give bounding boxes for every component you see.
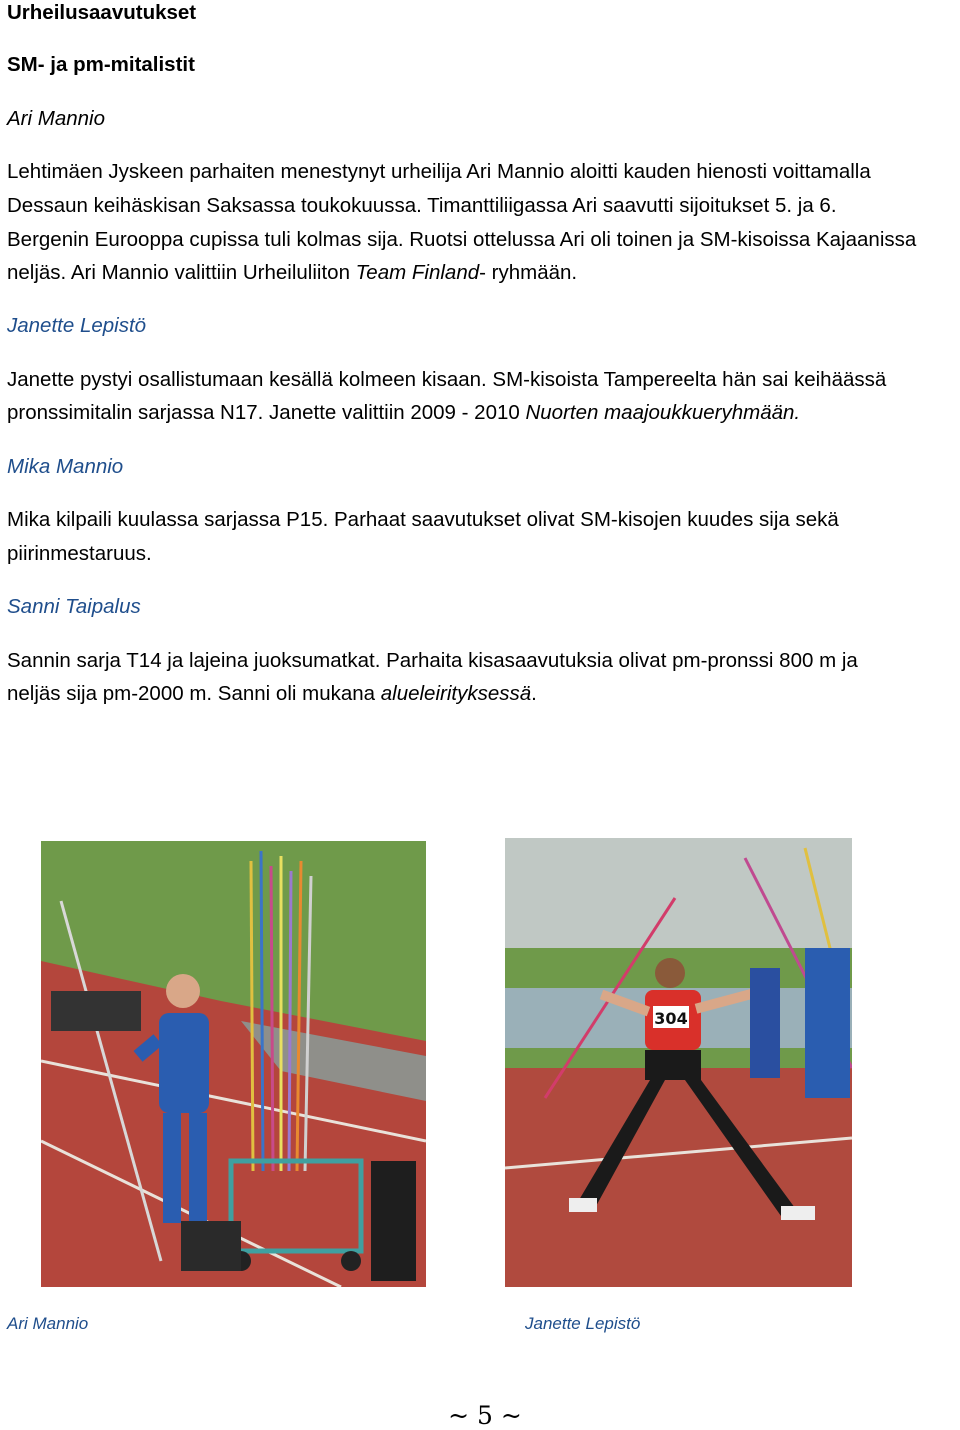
section-heading-mika: Mika Mannio — [7, 455, 124, 478]
paragraph-line: Lehtimäen Jyskeen parhaiten menestynyt urheilija Ari Mannio aloitti kauden hienosti voittamalla — [7, 160, 871, 183]
paragraph-line: Sannin sarja T14 ja lajeina juoksumatkat. Parhaita kisasaavutuksia olivat pm-pronssi 800 m ja — [7, 649, 858, 672]
paragraph-line — [7, 260, 577, 286]
paragraph-line — [7, 681, 537, 707]
page-subtitle: SM- ja pm-mitalistit — [7, 53, 195, 76]
photo-caption-ari: Ari Mannio — [7, 1314, 89, 1333]
page-title: Urheilusaavutukset — [7, 1, 197, 24]
emphasis-run: alueleirityksessä — [380, 682, 532, 705]
emphasis-run: Team Finland — [355, 261, 480, 284]
track-surface — [505, 1068, 852, 1287]
text-run: - ryhmään. — [479, 261, 578, 284]
spectator-figure — [750, 968, 780, 1078]
section-heading-sanni: Sanni Taipalus — [7, 595, 141, 618]
photo-ari-mannio — [41, 841, 426, 1287]
paragraph-line: Dessaun keihäskisan Saksassa toukokuussa. Timanttiliigassa Ari saavutti sijoitukset 5. ja 6. — [7, 194, 837, 217]
equipment-box — [181, 1221, 241, 1271]
person-figure — [371, 1161, 416, 1281]
text-run: pronssimitalin sarjassa N17. Janette valittiin 2009 - 2010 — [7, 401, 526, 424]
photo-caption-janette: Janette Lepistö — [525, 1314, 641, 1333]
photo-janette-illustration — [505, 838, 852, 1287]
text-run: neljäs sija pm-2000 m. Sanni oli mukana — [7, 682, 381, 705]
text-run: neljäs. Ari Mannio valittiin Urheiluliiton — [7, 261, 356, 284]
section-heading-ari: Ari Mannio — [7, 107, 105, 130]
paragraph-line: piirinmestaruus. — [7, 542, 152, 565]
section-heading-janette: Janette Lepistö — [7, 314, 147, 337]
text-run: . — [531, 682, 537, 705]
paragraph-line — [7, 400, 800, 426]
paragraph-line: Mika kilpaili kuulassa sarjassa P15. Parhaat saavutukset olivat SM-kisojen kuudes sija sekä — [7, 508, 839, 531]
page-number: ~ 5 ~ — [448, 1401, 522, 1430]
photographer-figure — [51, 991, 141, 1031]
paragraph-line: Bergenin Eurooppa cupissa tuli kolmas sija. Ruotsi ottelussa Ari oli toinen ja SM-kisoissa Kajaanissa — [7, 228, 917, 251]
bib-number: 304 — [654, 1009, 688, 1028]
photo-ari-illustration — [41, 841, 426, 1287]
photo-janette-lepisto — [505, 838, 852, 1287]
official-figure — [805, 948, 850, 1098]
emphasis-run: Nuorten maajoukkueryhmään. — [525, 401, 801, 424]
paragraph-line: Janette pystyi osallistumaan kesällä kolmeen kisaan. SM-kisoista Tampereelta hän sai keihäässä — [7, 368, 887, 391]
